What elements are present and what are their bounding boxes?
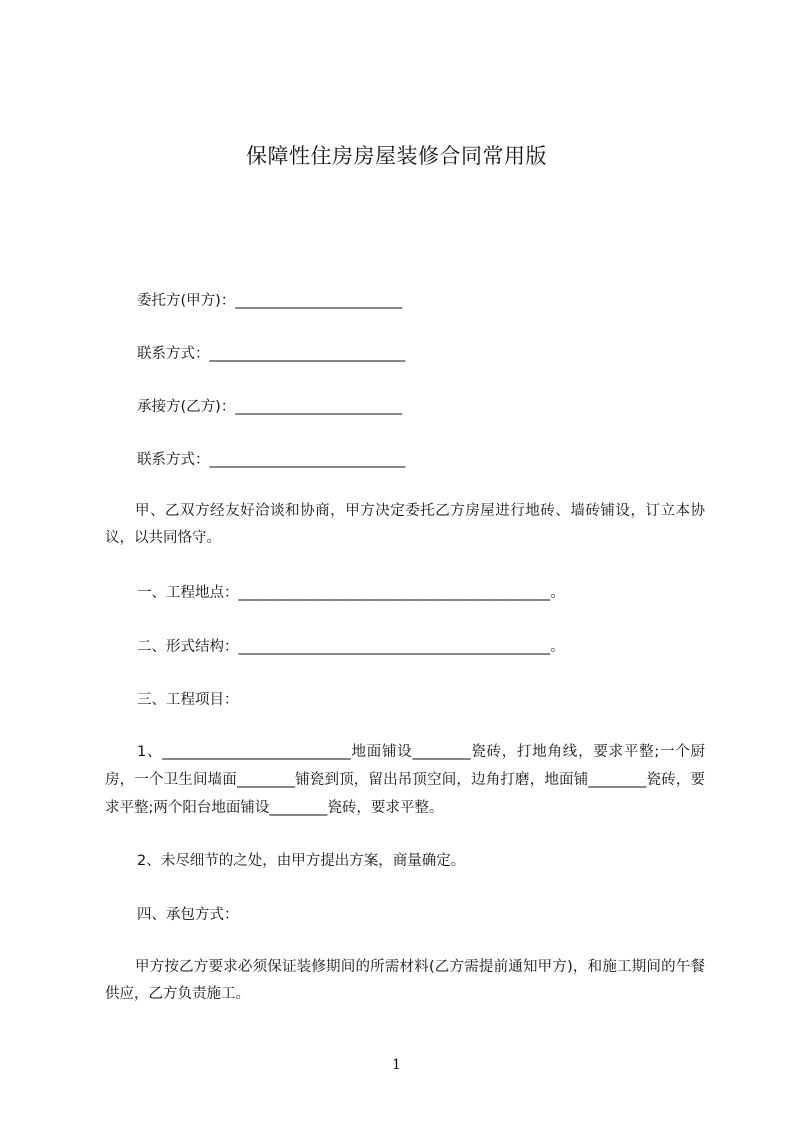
contractor-contact-line: 联系方式：___________________________ [137, 452, 406, 468]
intro-paragraph: 甲、乙双方经友好洽谈和协商，甲方决定委托乙方房屋进行地砖、墙砖铺设，订立本协议，以共同恪守。 [105, 503, 705, 546]
section-3-heading: 三、工程项目： [137, 692, 239, 708]
page-number: 1 [392, 1057, 401, 1073]
section-2-structure: 二、形式结构：___________________________________________。 [137, 639, 565, 655]
section-3-item-1: 1、__________________________地面铺设________瓷砖，打地角线，要求平整;一个厨房，一个卫生间墙面________铺瓷到顶，留出吊顶空间，边角打磨，地面铺________瓷砖，要求平整;两个阳台地面铺设________瓷砖，要求平整。 [105, 744, 705, 816]
section-4-heading: 四、承包方式： [137, 907, 239, 923]
client-contact-line: 联系方式：___________________________ [137, 346, 406, 362]
client-line: 委托方(甲方)：_______________________ [137, 293, 403, 309]
section-3-item-2: 2、未尽细节的之处，由甲方提出方案，商量确定。 [137, 853, 466, 869]
section-4-body: 甲方按乙方要求必须保证装修期间的所需材料(乙方需提前通知甲方)，和施工期间的午餐供应，乙方负责施工。 [105, 959, 705, 1002]
contractor-line: 承接方(乙方)：_______________________ [137, 399, 403, 415]
section-1-location: 一、工程地点：___________________________________________。 [137, 585, 565, 601]
document-title: 保障性住房房屋装修合同常用版 [246, 144, 547, 168]
